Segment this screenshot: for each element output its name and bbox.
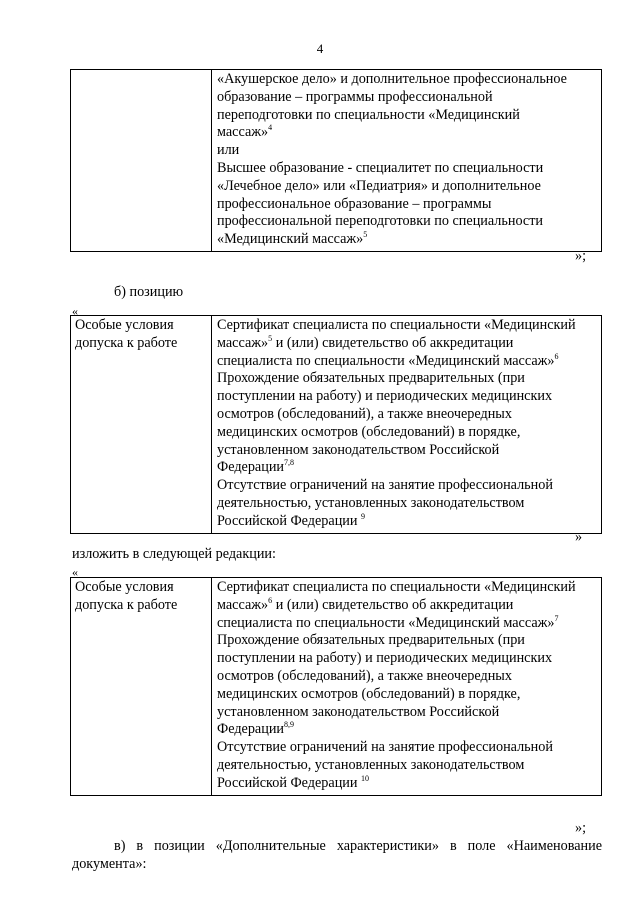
footnote-ref: 5 — [268, 333, 273, 343]
text-line: Прохождение обязательных предварительных (при — [217, 370, 525, 387]
table-cell-label — [71, 316, 212, 534]
text-line: деятельностью, установленных законодательством — [217, 494, 525, 511]
footnote-ref: 6 — [554, 351, 559, 361]
text-line: и (или) свидетельство об аккредитации — [272, 334, 514, 351]
table-cell-empty — [71, 70, 212, 252]
text-line: осмотров (обследований), а также внеочередных — [217, 405, 512, 422]
footnote-ref: 6 — [268, 595, 273, 605]
text-line: Отсутствие ограничений на занятие профессиональной — [217, 477, 553, 494]
footnote-ref: 5 — [363, 230, 368, 240]
text-line: деятельностью, установленных законодательством — [217, 756, 525, 773]
opening-quote: « — [72, 304, 78, 318]
text-line: Сертификат специалиста по специальности «Медицинский — [217, 317, 576, 333]
text-line: и (или) свидетельство об аккредитации — [272, 596, 514, 613]
footnote-ref: 4 — [268, 123, 273, 133]
footnote-ref: 7 — [554, 613, 559, 623]
closing-quote: »; — [575, 248, 587, 264]
footnote-ref: 10 — [361, 773, 370, 783]
text-line: медицинских осмотров (обследований) в порядке, — [217, 423, 521, 440]
text-line: установленном законодательством Российской — [217, 441, 500, 458]
text-line: специалиста по специальности «Медицинский массаж» — [217, 352, 555, 369]
text-line: Сертификат специалиста по специальности «Медицинский — [217, 579, 576, 595]
closing-quote: »; — [575, 820, 587, 836]
table-old-conditions — [70, 315, 602, 534]
page-number: 4 — [316, 41, 324, 56]
text-line: «Лечебное дело» или «Педиатрия» и дополнительное — [217, 177, 541, 194]
table-cell-conditions — [212, 578, 602, 796]
closing-quote: » — [575, 529, 583, 545]
footnote-ref: 9 — [361, 511, 366, 521]
table-new-conditions — [70, 577, 602, 796]
text-line: специалиста по специальности «Медицинский массаж» — [217, 614, 555, 631]
section-heading-b: б) позицию — [114, 284, 184, 300]
opening-quote: « — [72, 565, 78, 579]
label-line: допуска к работе — [75, 596, 178, 613]
table-qualification-continued — [70, 69, 602, 252]
table-cell-label — [71, 578, 212, 796]
text-line: Высшее образование - специалитет по специальности — [217, 159, 544, 176]
text-line: переподготовки по специальности «Медицинский — [217, 106, 520, 123]
text-line: «Медицинский массаж» — [217, 231, 364, 248]
section-heading-new-edition: изложить в следующей редакции: — [72, 546, 276, 562]
label-line: Особые условия — [75, 317, 174, 333]
text-line: осмотров (обследований), а также внеочередных — [217, 667, 512, 684]
text-line: или — [217, 142, 240, 159]
text-line: образование – программы профессиональной — [217, 88, 493, 105]
text-line: медицинских осмотров (обследований) в порядке, — [217, 685, 521, 702]
text-line: установленном законодательством Российской — [217, 703, 500, 720]
paragraph-v-line2: документа»: — [72, 856, 147, 872]
paragraph-v-line1: в) в позиции «Дополнительные характеристики» в поле «Наименование — [114, 838, 602, 854]
text-line: массаж» — [217, 334, 269, 351]
text-line: профессиональной переподготовки по специальности — [217, 213, 543, 230]
text-line: Российской Федерации — [217, 774, 362, 791]
text-line: Федерации — [217, 721, 285, 738]
text-line: «Акушерское дело» и дополнительное профессиональное — [217, 71, 567, 87]
text-line: Отсутствие ограничений на занятие профессиональной — [217, 739, 553, 756]
text-line: массаж» — [217, 124, 269, 141]
text-line: поступлении на работу) и периодических медицинских — [217, 650, 553, 667]
table-cell-education-text — [212, 70, 602, 252]
label-line: Особые условия — [75, 579, 174, 595]
text-line: поступлении на работу) и периодических медицинских — [217, 388, 553, 405]
footnote-ref: 8,9 — [284, 720, 295, 730]
text-line: профессиональное образование – программы — [217, 195, 492, 212]
table-cell-conditions — [212, 316, 602, 534]
footnote-ref: 7,8 — [284, 458, 295, 468]
text-line: Прохождение обязательных предварительных (при — [217, 632, 525, 649]
text-line: Федерации — [217, 459, 285, 476]
text-line: массаж» — [217, 596, 269, 613]
label-line: допуска к работе — [75, 334, 178, 351]
text-line: Российской Федерации — [217, 512, 362, 529]
